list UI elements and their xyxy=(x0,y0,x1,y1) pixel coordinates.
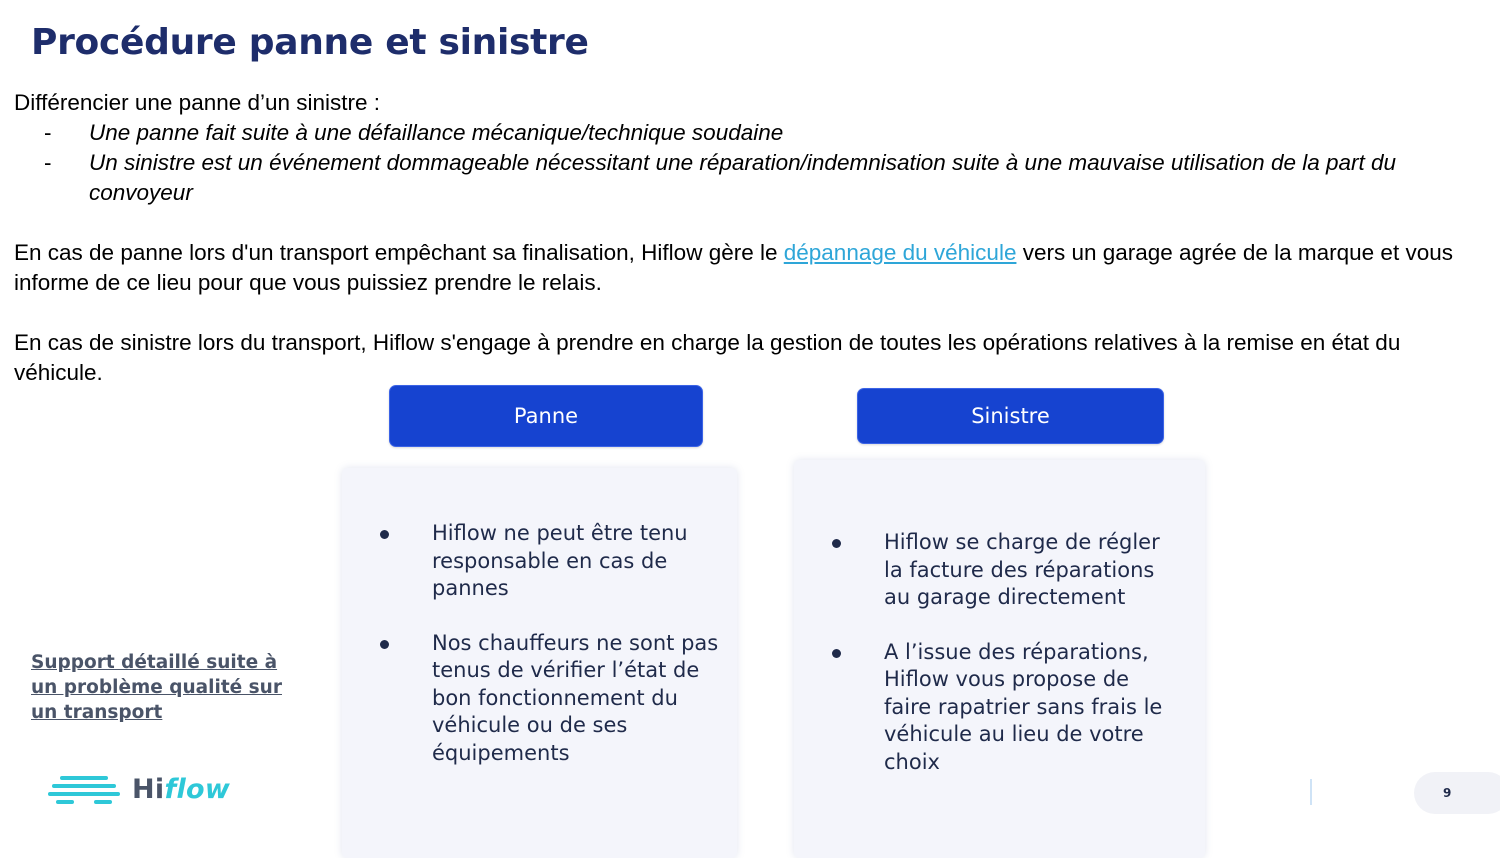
panne-card xyxy=(342,468,737,858)
dash-bullet: - xyxy=(44,120,52,145)
sinistre-card-item: Hiflow se charge de régler la facture des réparations au garage directement xyxy=(794,529,1174,612)
intro-text: Différencier une panne d’un sinistre : xyxy=(14,90,381,115)
sinistre-card-item: A l’issue des réparations, Hiflow vous propose de faire rapatrier sans frais le véhicule au lieu de votre choix xyxy=(794,639,1174,777)
sinistre-card-list xyxy=(794,460,1205,776)
panne-card-item: Nos chauffeurs ne sont pas tenus de vérifier l’état de bon fonctionnement du véhicule ou de ses équipements xyxy=(342,630,722,768)
page-title: Procédure panne et sinistre xyxy=(31,22,589,63)
panne-card-item: Hiflow ne peut être tenu responsable en cas de pannes xyxy=(342,520,722,603)
support-link[interactable]: Support détaillé suite à un problème qualité sur un transport xyxy=(31,652,282,723)
dash-bullet: - xyxy=(44,150,52,175)
body-text xyxy=(14,88,1479,388)
definition-list xyxy=(14,118,1479,208)
bullet-dot-icon xyxy=(380,640,389,649)
bullet-dot-icon xyxy=(832,649,841,658)
panne-button[interactable]: Panne xyxy=(389,385,703,447)
definition-item-sinistre: - Un sinistre est un événement dommageable nécessitant une réparation/indemnisation suite à une mauvaise utilisation de la part du convoyeur xyxy=(44,150,1397,205)
logo-text: Hiflow xyxy=(132,773,231,805)
bullet-dot-icon xyxy=(380,530,389,539)
bullet-dot-icon xyxy=(832,539,841,548)
sinistre-button[interactable]: Sinistre xyxy=(857,388,1164,444)
hiflow-logo xyxy=(48,772,230,806)
car-lines-icon xyxy=(48,772,120,806)
panne-paragraph: En cas de panne lors d'un transport empêchant sa finalisation, Hiflow gère le dépannage du véhicule vers un garage agrée de la marque et vous informe de ce lieu pour que vous puissiez prendre le relais. xyxy=(14,240,1453,295)
sinistre-paragraph: En cas de sinistre lors du transport, Hiflow s'engage à prendre en charge la gestion de toutes les opérations relatives à la remise en état du véhicule. xyxy=(14,330,1401,385)
panne-card-list xyxy=(342,468,737,767)
sinistre-card xyxy=(794,460,1205,858)
definition-item-panne: - Une panne fait suite à une défaillance mécanique/technique soudaine xyxy=(14,118,1479,148)
depannage-link[interactable]: dépannage du véhicule xyxy=(783,240,1017,265)
page-number: 9 xyxy=(1414,772,1500,814)
divider xyxy=(1310,779,1312,805)
